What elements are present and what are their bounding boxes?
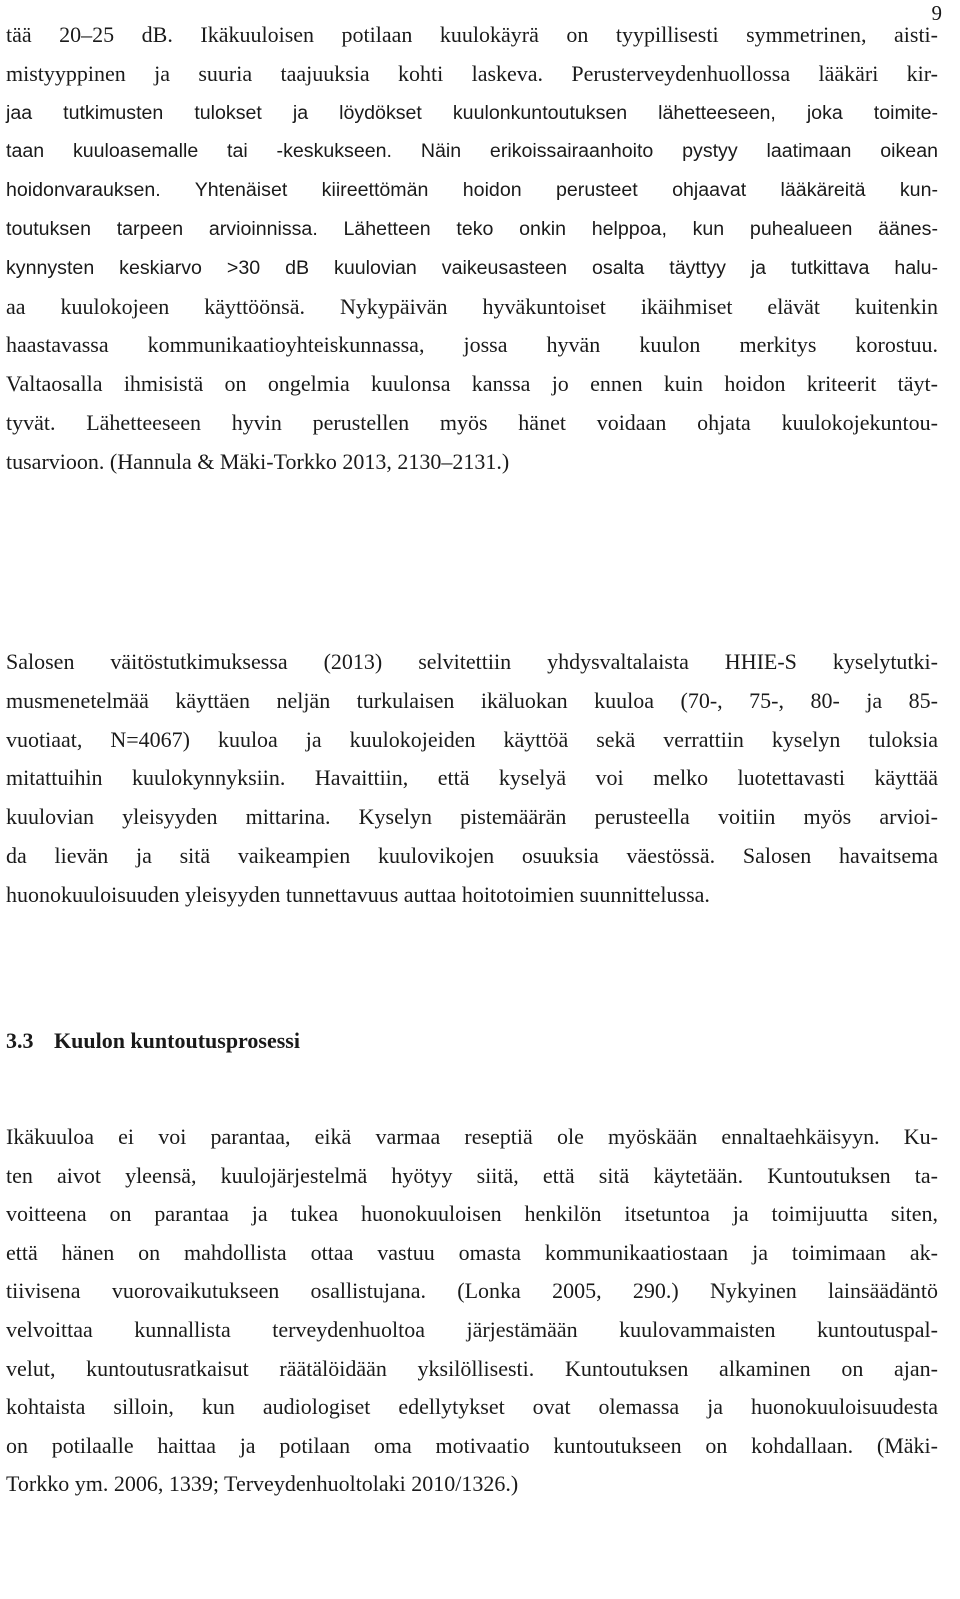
- text-line: musmenetelmää käyttäen neljän turkulaisen ikäluokan kuuloa (70-, 75-, 80- ja 85-: [6, 687, 938, 713]
- text-line: tää 20–25 dB. Ikäkuuloisen potilaan kuulokäyrä on tyypillisesti symmetrinen, aisti-: [6, 22, 938, 47]
- text-line: voitteena on parantaa ja tukea huonokuuloisen henkilön itsetuntoa ja toimijuutta siten,: [6, 1201, 938, 1227]
- text-line: että hänen on mahdollista ottaa vastuu omasta kommunikaatiostaan ja toimimaan ak-: [6, 1239, 938, 1265]
- text-line: toutuksen tarpeen arvioinnissa. Lähetteen teko onkin helppoa, kun puhealueen äänes-: [6, 218, 938, 240]
- text-line: haastavassa kommunikaatioyhteiskunnassa, jossa hyvän kuulon merkitys korostuu.: [6, 332, 938, 358]
- text-line: kohtaista silloin, kun audiologiset edellytykset ovat olemassa ja huonokuuloisuudesta: [6, 1394, 938, 1420]
- text-line: huonokuuloisuuden yleisyyden tunnettavuus auttaa hoitotoimien suunnittelussa.: [6, 881, 710, 907]
- text-line: on potilaalle haittaa ja potilaan oma motivaatio kuntoutukseen on kohdallaan. (Mäki-: [6, 1432, 938, 1458]
- text-line: vuotiaat, N=4067) kuuloa ja kuulokojeiden käyttöä sekä verrattiin kyselyn tuloksia: [6, 726, 938, 752]
- page-number: 9: [931, 1, 942, 25]
- section-heading: [6, 1022, 300, 1060]
- text-line: mitattuihin kuulokynnyksiin. Havaittiin, että kyselyä voi melko luotettavasti käyttää: [6, 765, 938, 791]
- text-line: da lievän ja sitä vaikeampien kuulovikojen osuuksia väestössä. Salosen havaitsema: [6, 843, 938, 868]
- text-line: aa kuulokojeen käyttöönsä. Nykypäivän hyväkuntoiset ikäihmiset elävät kuitenkin: [6, 293, 938, 319]
- text-line: ten aivot yleensä, kuulojärjestelmä hyötyy siitä, että sitä käytetään. Kuntoutuksen ta-: [6, 1162, 938, 1188]
- text-line: tusarvioon. (Hannula & Mäki-Torkko 2013, 2130–2131.): [6, 448, 510, 474]
- text-line: Torkko ym. 2006, 1339; Terveydenhuoltolaki 2010/1326.): [6, 1471, 519, 1497]
- text-line: kynnysten keskiarvo >30 dB kuulovian vaikeusasteen osalta täyttyy ja tutkittava halu-: [6, 256, 938, 279]
- text-line: taan kuuloasemalle tai -keskukseen. Näin erikoissairaanhoito pystyy laatimaan oikean: [6, 140, 938, 163]
- text-line: Valtaosalla ihmisistä on ongelmia kuulonsa kanssa jo ennen kuin hoidon kriteerit täyt-: [6, 371, 938, 397]
- text-line: tyvät. Lähetteeseen hyvin perustellen myös hänet voidaan ohjata kuulokojekuntou-: [6, 410, 938, 435]
- text-line: Salosen väitöstutkimuksessa (2013) selvitettiin yhdysvaltalaista HHIE-S kyselytutki-: [6, 649, 938, 674]
- text-line: velvoittaa kunnallista terveydenhuoltoa järjestämään kuulovammaisten kuntoutuspal-: [6, 1317, 938, 1342]
- text-line: tiivisena vuorovaikutukseen osallistujana. (Lonka 2005, 290.) Nykyinen lainsäädäntö: [6, 1278, 938, 1304]
- text-line: Ikäkuuloa ei voi parantaa, eikä varmaa reseptiä ole myöskään ennaltaehkäisyyn. Ku-: [6, 1124, 938, 1149]
- text-line: hoidonvarauksen. Yhtenäiset kiireettömän hoidon perusteet ohjaavat lääkäreitä kun-: [6, 179, 938, 202]
- text-line: mistyyppinen ja suuria taajuuksia kohti laskeva. Perusterveydenhuollossa lääkäri kir-: [6, 60, 938, 86]
- text-line: kuulovian yleisyyden mittarina. Kyselyn pistemäärän perusteella voitiin myös arvioi-: [6, 804, 938, 830]
- section-number: 3.3: [6, 1028, 34, 1053]
- section-title: Kuulon kuntoutusprosessi: [54, 1028, 300, 1053]
- text-line: jaa tutkimusten tulokset ja löydökset kuulonkuntoutuksen lähetteeseen, joka toimite-: [6, 101, 938, 124]
- text-line: velut, kuntoutusratkaisut räätälöidään yksilöllisesti. Kuntoutuksen alkaminen on ajan-: [6, 1355, 938, 1381]
